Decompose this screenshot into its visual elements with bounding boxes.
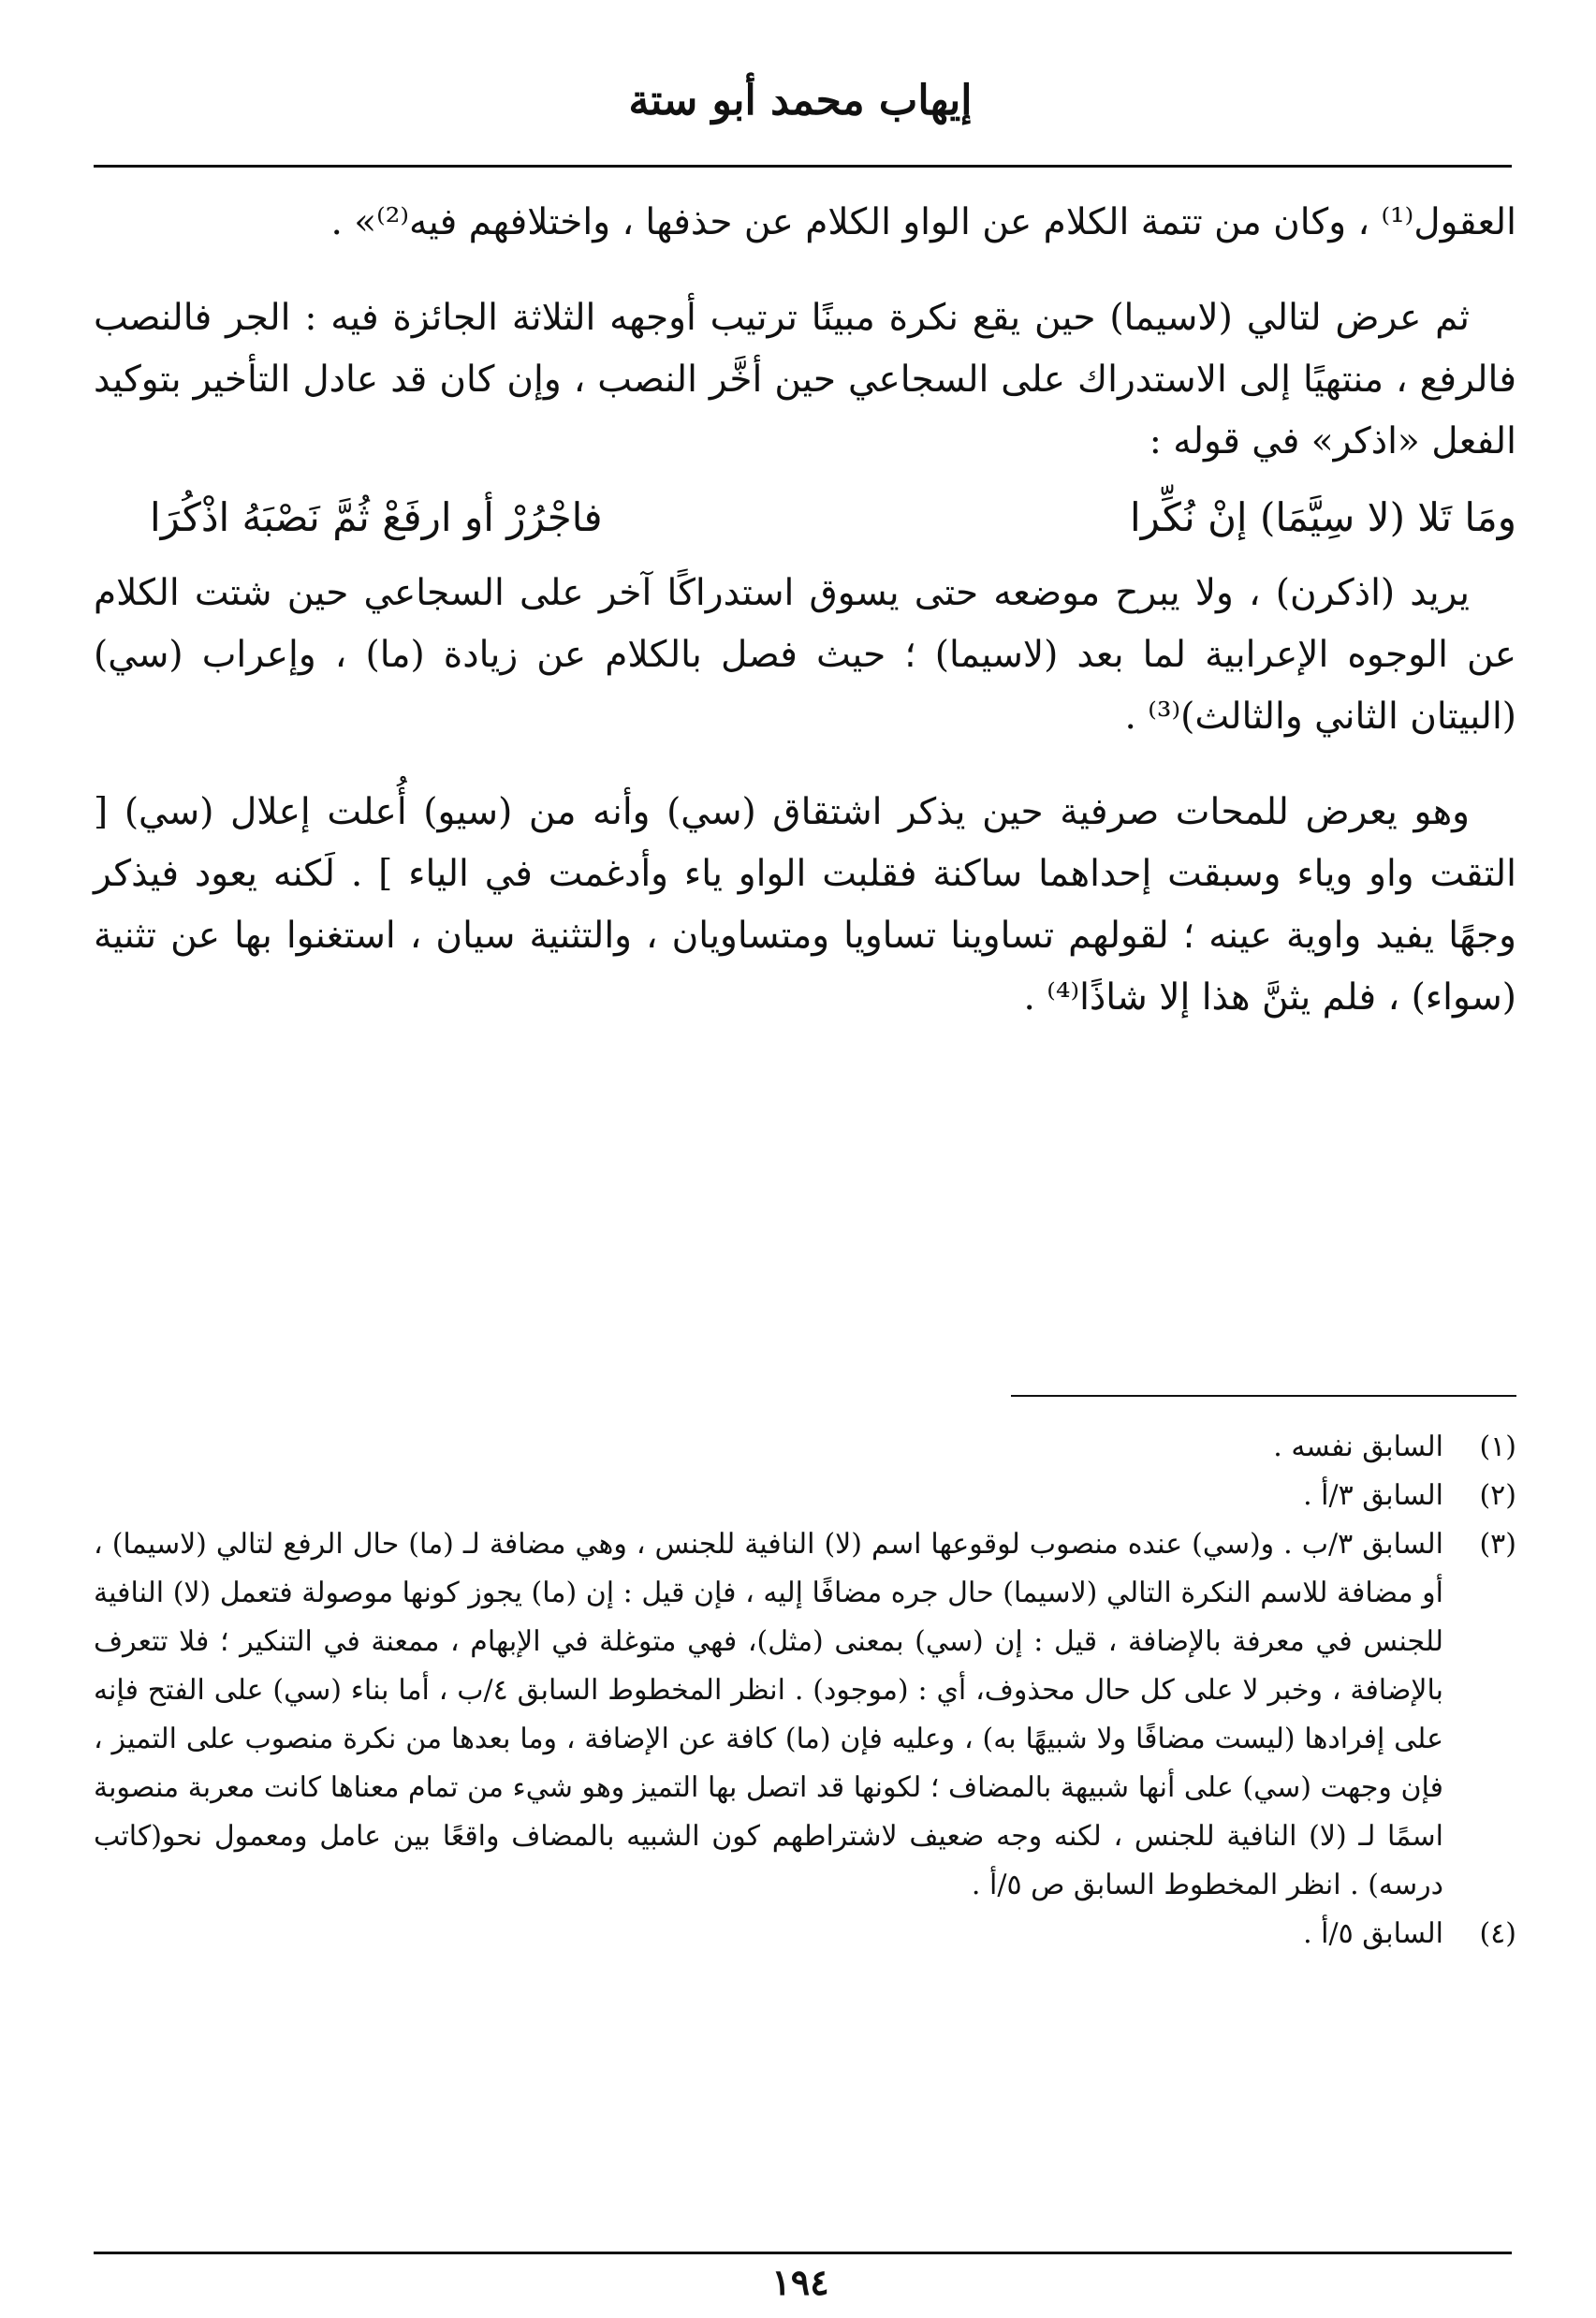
footnote-separator bbox=[1011, 1395, 1516, 1397]
footnote-text: السابق نفسه . bbox=[1273, 1430, 1443, 1463]
footnote-2 bbox=[94, 1472, 1516, 1520]
paragraph-4: وهو يعرض للمحات صرفية حين يذكر اشتقاق (سي) وأنه من (سيو) أُعلت إعلال (سي) [ التقت واو وياء وسبقت إحداهما ساكنة فقلبت الواو ياء وأدغمت في الياء ] . لَكنه يعود فيذكر وجهًا يفيد واوية عينه ؛ لقولهم تساوينا تساويا ومتساويان ، والتثنية سيان ، استغنوا بها عن تثنية (سواء) ، فلم يثنَّ هذا إلا شاذًا⁽⁴⁾ . bbox=[94, 791, 1516, 1019]
page-number: ١٩٤ bbox=[771, 2261, 829, 2303]
footnotes bbox=[94, 1423, 1516, 1959]
footnote-text: السابق ٥/أ . bbox=[1303, 1917, 1443, 1950]
main-text bbox=[94, 192, 1516, 1029]
paragraph-2: ثم عرض لتالي (لاسيما) حين يقع نكرة مبينًا ترتيب أوجهه الثلاثة الجائزة فيه : الجر فالنصب فالرفع ، منتهيًا إلى الاستدراك على السجاعي حين أخَّر النصب ، وإن كان قد عادل التأخير بتوكيد الفعل «اذكر» في قوله : bbox=[94, 297, 1516, 462]
footnote-number: (٢) bbox=[1479, 1479, 1516, 1512]
footnote-text: السابق ٣/ب . و(سي) عنده منصوب لوقوعها اسم (لا) النافية للجنس ، وهي مضافة لـ (ما) حال الرفع لتالي (لاسيما) ، أو مضافة للاسم النكرة التالي (لاسيما) حال جره مضافًا إليه ، فإن قيل : إن (ما) يجوز كونها موصولة فتعمل (لا) النافية للجنس في معرفة بالإضافة ، قيل : إن (سي) بمعنى (مثل)، فهي متوغلة في الإبهام ، ممعنة في التنكير ؛ فلا تتعرف بالإضافة ، وخبر لا على كل حال محذوف، أي : (موجود) . انظر المخطوط السابق ٤/ب ، أما بناء (سي) على الفتح فإنه على إفرادها (ليست مضافًا ولا شبيهًا به) ، وعليه فإن (ما) كافة عن الإضافة ، وما بعدها من نكرة منصوب على التميز ، فإن وجهت (سي) على أنها شبيهة بالمضاف ؛ لكونها قد اتصل بها التميز وهو شيء من تمام معناها كانت معربة منصوبة اسمًا لـ (لا) النافية للجنس ، لكنه وجه ضعيف لاشتراطهم كون الشبيه بالمضاف واقعًا بين عامل ومعمول نحو(كاتب درسه) . انظر المخطوط السابق ص ٥/أ . bbox=[94, 1528, 1443, 1901]
paragraph-1: العقول⁽¹⁾ ، وكان من تتمة الكلام عن الواو الكلام عن حذفها ، واختلافهم فيه⁽²⁾» . bbox=[330, 201, 1516, 243]
paragraph-3: يريد (اذكرن) ، ولا يبرح موضعه حتى يسوق استدراكًا آخر على السجاعي حين شتت الكلام عن الوجوه الإعرابية لما بعد (لاسيما) ؛ حيث فصل بالكلام عن زيادة (ما) ، وإعراب (سي) (البيتان الثاني والثالث)⁽³⁾ . bbox=[94, 572, 1516, 738]
footnote-number: (٤) bbox=[1479, 1917, 1516, 1950]
footer-rule bbox=[94, 2252, 1512, 2254]
poetry-verse bbox=[94, 473, 1516, 563]
footnote-4 bbox=[94, 1910, 1516, 1959]
verse-first-hemistich: ومَا تَلا (لا سِيَّمَا) إنْ نُكِّرا bbox=[1130, 494, 1516, 540]
verse-second-hemistich: فاجْرُرْ أو ارفَعْ ثُمَّ نَصْبَهُ اذْكُرَا bbox=[150, 494, 603, 540]
paragraph-gap bbox=[94, 748, 1516, 782]
running-header: إيهاب محمد أبو ستة bbox=[628, 77, 973, 125]
footnote-1 bbox=[94, 1423, 1516, 1472]
footnote-3 bbox=[94, 1520, 1516, 1910]
footnote-number: (١) bbox=[1479, 1430, 1516, 1463]
footnote-number: (٣) bbox=[1479, 1528, 1516, 1561]
header-rule bbox=[94, 165, 1512, 168]
footnote-text: السابق ٣/أ . bbox=[1303, 1479, 1443, 1512]
paragraph-gap bbox=[94, 254, 1516, 287]
